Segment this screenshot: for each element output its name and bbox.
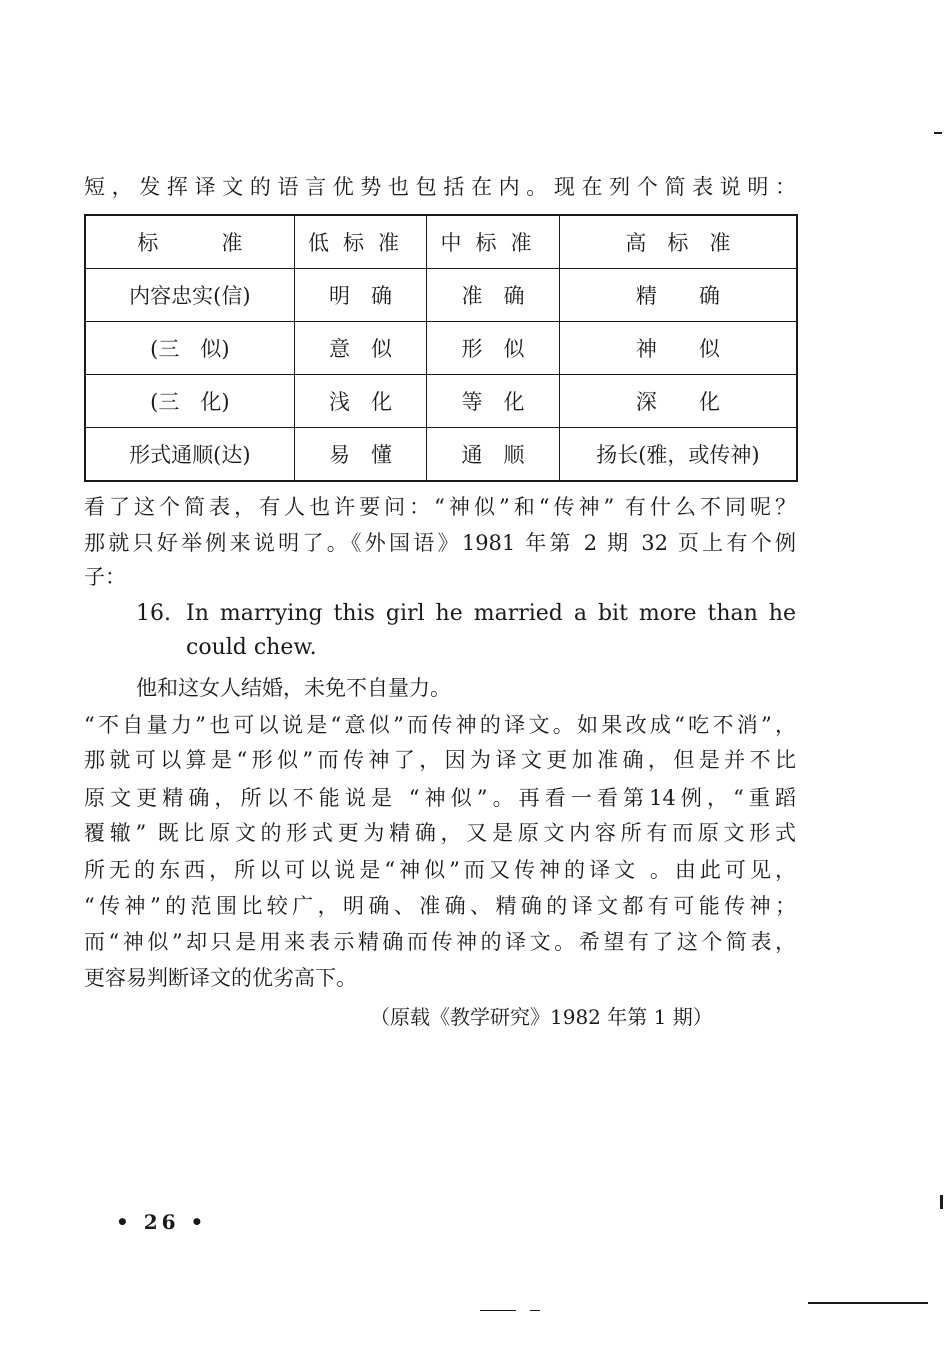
body-line: 看了这个简表，有人也许要问：“神似”和“传神” 有什么不同呢？ [84, 495, 796, 519]
table-cell: 深 化 [559, 375, 797, 428]
header-cell-standard: 标 准 [85, 215, 294, 269]
example-translation: 他和这女人结婚，未免不自量力。 [136, 676, 451, 700]
body-line: 那就只好举例来说明了。《外国语》1981 年第 2 期 32 页上有个例 [84, 531, 796, 555]
body-line: 原文更精确，所以不能说是 “神似”。再看一看第14例，“重蹈 [84, 786, 796, 810]
body-line: “不自量力”也可以说是“意似”而传神的译文。如果改成“吃不消”， [84, 713, 796, 737]
intro-line: 短，发挥译文的语言优势也包括在内。现在列个简表说明： [84, 175, 796, 199]
header-cell-mid: 中标准 [427, 215, 560, 269]
scan-mark [940, 1195, 943, 1209]
table-header-row [85, 215, 797, 269]
scan-mark [480, 1310, 516, 1311]
source-citation: （原载《教学研究》1982 年第 1 期） [370, 1005, 713, 1029]
body-line: 覆辙” 既比原文的形式更为精确，又是原文内容所有而原文形式 [84, 821, 796, 845]
example-number: 16. [136, 601, 171, 626]
page-number: • 26 • [116, 1210, 208, 1234]
table-cell: 明 确 [294, 269, 427, 322]
table-row [85, 428, 797, 482]
table-cell: 内容忠实(信) [85, 269, 294, 322]
table-cell: 意 似 [294, 322, 427, 375]
example-english-line: could chew. [186, 635, 317, 660]
table-cell: 浅 化 [294, 375, 427, 428]
table-cell: 形式通顺(达) [129, 443, 251, 467]
table-cell: 扬长(雅，或传神) [559, 428, 797, 482]
body-line: 子： [84, 565, 126, 589]
table-cell: 精 确 [559, 269, 797, 322]
table-cell: (三 似) [85, 322, 294, 375]
scan-mark [934, 132, 942, 134]
body-line: 那就可以算是“形似”而传神了，因为译文更加准确，但是并不比 [84, 748, 796, 772]
table-cell: (三 化) [85, 375, 294, 428]
table-row [85, 269, 797, 322]
body-line: 所无的东西，所以可以说是“神似”而又传神的译文 。由此可见， [84, 858, 796, 882]
table-cell: 形 似 [427, 322, 560, 375]
table-cell: 等 化 [427, 375, 560, 428]
body-line: 更容易判断译文的优劣高下。 [84, 966, 357, 990]
table-cell: 易 懂 [294, 428, 427, 482]
table-cell: 通 顺 [427, 428, 560, 482]
table-cell: 准 确 [427, 269, 560, 322]
table-row [85, 375, 797, 428]
scan-mark [808, 1302, 928, 1304]
standards-table [84, 214, 798, 482]
scan-mark [530, 1310, 540, 1311]
body-line: 而“神似”却只是用来表示精确而传神的译文。希望有了这个简表， [84, 930, 796, 954]
table-cell: 神 似 [559, 322, 797, 375]
table-row [85, 322, 797, 375]
example-english-line: In marrying this girl he married a bit more than he [186, 601, 796, 626]
body-line: “传神”的范围比较广，明确、准确、精确的译文都有可能传神； [84, 894, 796, 918]
header-cell-high: 高 标 准 [559, 215, 797, 269]
header-cell-low: 低标准 [294, 215, 427, 269]
